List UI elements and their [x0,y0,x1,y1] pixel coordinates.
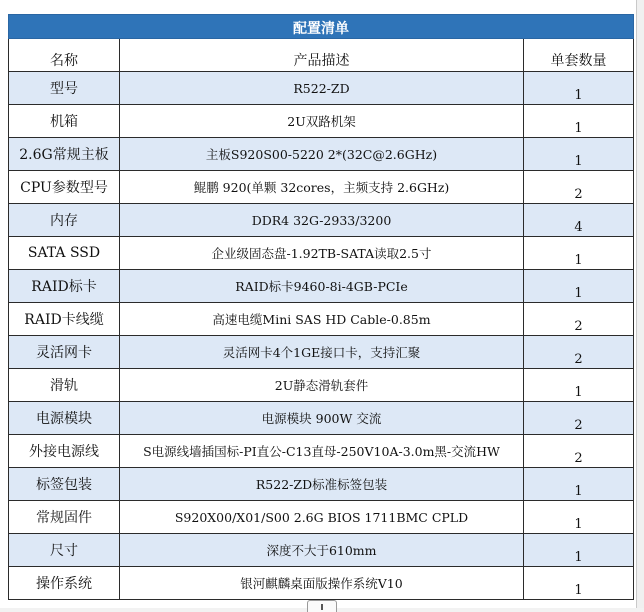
cell-name: 尺寸 [9,534,120,567]
cell-qty: 1 [524,369,634,402]
cell-desc: 企业级固态盘-1.92TB-SATA读取2.5寸 [120,237,524,270]
cell-qty: 2 [524,171,634,204]
cell-name: 滑轨 [9,369,120,402]
table-row [9,204,634,237]
cell-qty: 2 [524,402,634,435]
table-row [9,138,634,171]
cell-qty: 1 [524,270,634,303]
table-row [9,501,634,534]
table-body [9,72,634,600]
cell-desc: 银河麒麟桌面版操作系统V10 [120,567,524,600]
table-row [9,270,634,303]
cell-name: CPU参数型号 [9,171,120,204]
cell-qty: 2 [524,336,634,369]
table-header-row [9,39,634,72]
cell-desc: 深度不大于610mm [120,534,524,567]
cell-name: 电源模块 [9,402,120,435]
cell-qty: 1 [524,501,634,534]
table-row [9,237,634,270]
table-row [9,402,634,435]
cell-desc: R522-ZD标准标签包装 [120,468,524,501]
table-title-row [9,15,634,39]
cell-qty: 1 [524,138,634,171]
scrollbar-track[interactable] [637,0,644,608]
table-row [9,171,634,204]
cell-name: 灵活网卡 [9,336,120,369]
config-table [8,14,634,600]
table-title: 配置清单 [9,15,634,39]
table-row [9,303,634,336]
cell-desc: 灵活网卡4个1GE接口卡，支持汇聚 [120,336,524,369]
table-row [9,567,634,600]
expand-handle-icon[interactable] [307,600,337,612]
table-row [9,534,634,567]
header-name: 名称 [9,39,120,72]
header-qty: 单套数量 [524,39,634,72]
cell-name: 标签包装 [9,468,120,501]
cell-qty: 1 [524,237,634,270]
table-row [9,468,634,501]
cell-desc: 主板S920S00-5220 2*(32C@2.6GHz) [120,138,524,171]
cell-name: 机箱 [9,105,120,138]
cell-desc: 电源模块 900W 交流 [120,402,524,435]
cell-qty: 1 [524,468,634,501]
cell-qty: 4 [524,204,634,237]
table-row [9,72,634,105]
header-desc: 产品描述 [120,39,524,72]
cell-desc: 高速电缆Mini SAS HD Cable-0.85m [120,303,524,336]
table-row [9,336,634,369]
cell-name: 常规固件 [9,501,120,534]
cell-desc: RAID标卡9460-8i-4GB-PCIe [120,270,524,303]
cell-qty: 1 [524,567,634,600]
cell-name: 外接电源线 [9,435,120,468]
cell-name: 2.6G常规主板 [9,138,120,171]
cell-name: 型号 [9,72,120,105]
cell-desc: 2U双路机架 [120,105,524,138]
table-row [9,435,634,468]
table-row [9,369,634,402]
cell-desc: 2U静态滑轨套件 [120,369,524,402]
cell-qty: 2 [524,435,634,468]
cell-qty: 1 [524,72,634,105]
cell-name: RAID卡线缆 [9,303,120,336]
table-row [9,105,634,138]
cell-desc: 鲲鹏 920(单颗 32cores，主频支持 2.6GHz) [120,171,524,204]
cell-qty: 2 [524,303,634,336]
cell-name: 内存 [9,204,120,237]
cell-desc: S920X00/X01/S00 2.6G BIOS 1711BMC CPLD [120,501,524,534]
cell-qty: 1 [524,534,634,567]
cell-name: RAID标卡 [9,270,120,303]
cell-name: SATA SSD [9,237,120,270]
cell-name: 操作系统 [9,567,120,600]
cell-desc: S电源线墙插国标-PI直公-C13直母-250V10A-3.0m黑-交流HW [120,435,524,468]
cell-qty: 1 [524,105,634,138]
cell-desc: DDR4 32G-2933/3200 [120,204,524,237]
cell-desc: R522-ZD [120,72,524,105]
